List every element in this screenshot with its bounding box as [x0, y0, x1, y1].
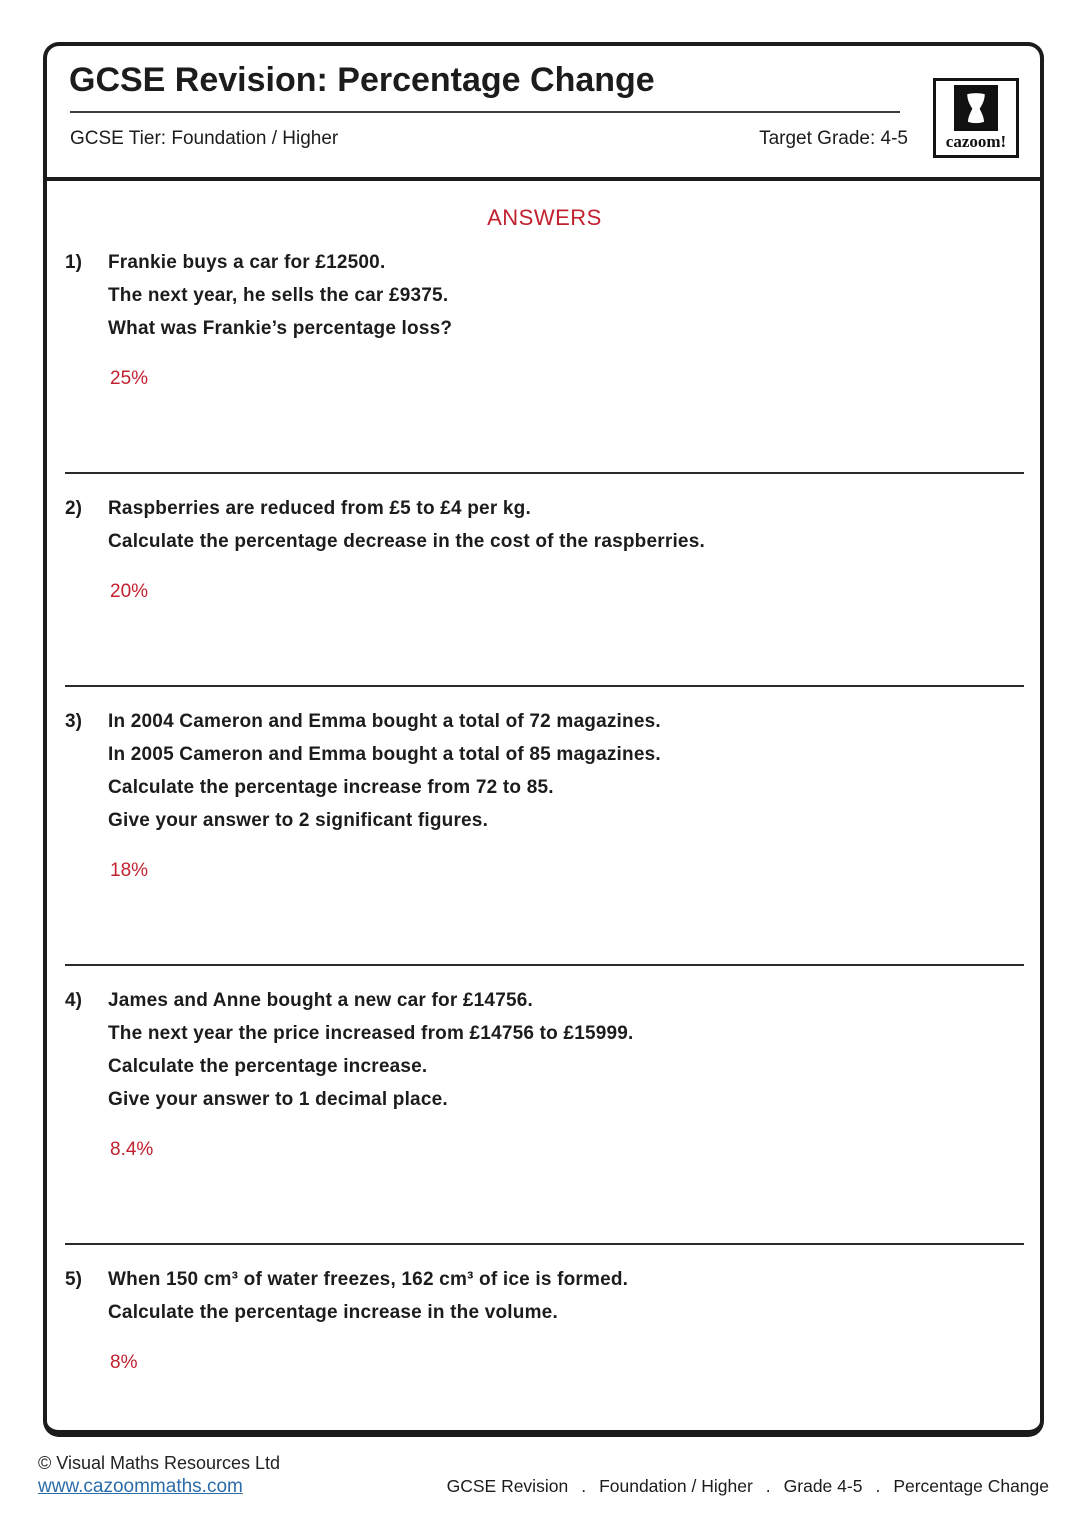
section-divider	[65, 964, 1024, 966]
question-text	[108, 492, 705, 558]
answers-heading: ANSWERS	[487, 205, 602, 230]
breadcrumb-separator: .	[875, 1476, 881, 1496]
question-line: In 2004 Cameron and Emma bought a total of 72 magazines.	[108, 711, 661, 732]
djembe-drum-icon	[954, 85, 998, 131]
question-5	[65, 1263, 1024, 1329]
question-line: Frankie buys a car for £12500.	[108, 252, 386, 273]
question-line: James and Anne bought a new car for £14756.	[108, 990, 533, 1011]
question-line: The next year the price increased from £14756 to £15999.	[108, 1023, 634, 1044]
breadcrumb-separator: .	[765, 1476, 771, 1496]
question-number: 3)	[65, 711, 82, 732]
question-line: Calculate the percentage decrease in the cost of the raspberries.	[108, 531, 705, 552]
question-3	[65, 705, 1024, 837]
question-line: The next year, he sells the car £9375.	[108, 285, 449, 306]
question-text	[108, 246, 452, 345]
question-line: Give your answer to 1 decimal place.	[108, 1089, 448, 1110]
question-text	[108, 705, 661, 837]
answer-2: 20%	[110, 581, 149, 602]
section-divider	[65, 472, 1024, 474]
answer-4: 8.4%	[110, 1139, 154, 1160]
question-line: When 150 cm³ of water freezes, 162 cm³ of ice is formed.	[108, 1269, 629, 1290]
website-link[interactable]: www.cazoommaths.com	[38, 1476, 243, 1497]
section-divider	[65, 1243, 1024, 1245]
tier-label: GCSE Tier: Foundation / Higher	[70, 128, 339, 149]
question-line: What was Frankie’s percentage loss?	[108, 318, 453, 339]
question-number: 2)	[65, 498, 82, 519]
question-line: In 2005 Cameron and Emma bought a total of 85 magazines.	[108, 744, 661, 765]
section-divider	[65, 685, 1024, 687]
breadcrumb-item: GCSE Revision	[446, 1476, 569, 1496]
answer-5: 8%	[110, 1352, 138, 1373]
breadcrumb-item: Grade 4-5	[783, 1476, 863, 1496]
breadcrumb-item: Foundation / Higher	[599, 1476, 753, 1496]
page-title: GCSE Revision: Percentage Change	[69, 61, 655, 99]
question-line: Give your answer to 2 significant figures.	[108, 810, 489, 831]
question-number: 1)	[65, 252, 82, 273]
question-line: Calculate the percentage increase from 72 to 85.	[108, 777, 554, 798]
question-line: Calculate the percentage increase in the volume.	[108, 1302, 558, 1323]
question-2	[65, 492, 1024, 558]
page-frame	[43, 42, 1044, 1437]
answers-content	[47, 205, 1040, 1374]
breadcrumb-item: Percentage Change	[893, 1476, 1049, 1496]
logo-text: cazoom!	[945, 132, 1007, 151]
answer-1: 25%	[110, 368, 149, 389]
question-line: Calculate the percentage increase.	[108, 1056, 428, 1077]
title-rule	[70, 111, 900, 113]
header	[47, 60, 1040, 181]
question-line: Raspberries are reduced from £5 to £4 per kg.	[108, 498, 531, 519]
question-4	[65, 984, 1024, 1116]
footer-left	[38, 1452, 280, 1499]
header-meta-row	[70, 128, 908, 150]
footer	[38, 1452, 1049, 1499]
breadcrumb-separator: .	[581, 1476, 587, 1496]
question-text	[108, 984, 634, 1116]
target-grade-label: Target Grade: 4-5	[759, 128, 908, 149]
answer-3: 18%	[110, 860, 149, 881]
question-number: 4)	[65, 990, 82, 1011]
question-1	[65, 246, 1024, 345]
cazoom-logo	[933, 78, 1019, 158]
question-number: 5)	[65, 1269, 82, 1290]
question-text	[108, 1263, 628, 1329]
copyright-text: © Visual Maths Resources Ltd	[38, 1453, 281, 1473]
footer-breadcrumb	[447, 1474, 1049, 1499]
